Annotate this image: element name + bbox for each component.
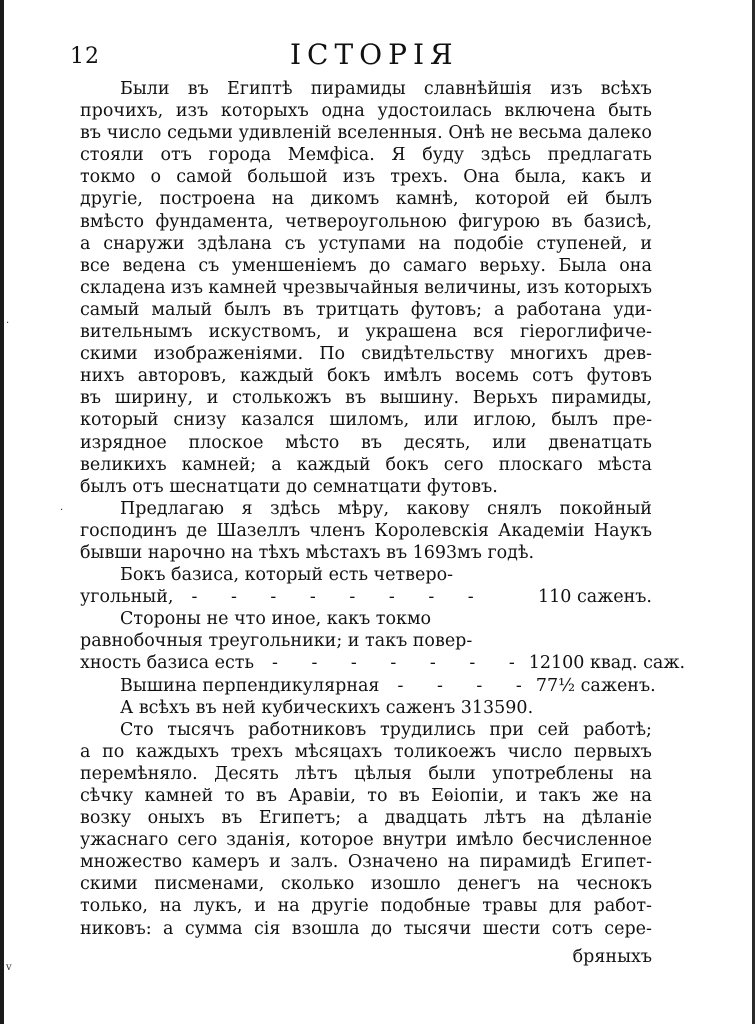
text-line: скими изображеніями. По свидѣтельству многихъ древ- (80, 344, 652, 365)
height-value: 77½ саженъ. (535, 675, 656, 696)
text-line: перемѣняло. Десять лѣтъ цѣлыя были употреблены на (80, 763, 652, 784)
text-line: въ ширину, и столькожъ въ вышину. Верьхъ пирамиды, (80, 388, 652, 409)
surface-label: хность базиса есть (80, 653, 254, 674)
text-line: Сто тысячъ работниковъ трудились при сей работѣ; (120, 719, 652, 740)
text-line: въ число седьми удивленій вселенныя. Онѣ не весьма далеко (80, 123, 652, 144)
margin-speck: · (6, 318, 10, 329)
text-line: вмѣсто фундамента, четвероугольною фигурою въ базисѣ, (80, 211, 652, 232)
text-line: бывши нарочно на тѣхъ мѣстахъ въ 1693мъ годѣ. (80, 542, 535, 563)
text-line: никовъ: а сумма сія взошла до тысячи шести сотъ сере- (80, 918, 652, 939)
text-line: который снизу казался шиломъ, или иглою, былъ пре- (80, 410, 652, 431)
text-line: другіе, построена на дикомъ камнѣ, которой ей былъ (80, 189, 652, 210)
leader-dots: - - - - - - - - (191, 587, 488, 608)
sides-line-2: равнобочныя треугольники; и такъ повер- (80, 631, 473, 652)
scan-edge-left (0, 0, 4, 1024)
text-line: самый малый былъ въ тритцать футовъ; а работана уди- (80, 299, 652, 320)
margin-speck: v (6, 962, 12, 973)
measures-table (80, 564, 686, 719)
leader-dots: - - - - (397, 675, 536, 696)
page-number: 12 (70, 44, 100, 69)
text-line: вительнымъ искуствомъ, и украшена вся гіероглифиче- (80, 322, 652, 343)
text-line: множество камеръ и залъ. Означено на пирамидѣ Египет- (80, 852, 652, 873)
base-intro-line: Бокъ базиса, который есть четверо- (120, 565, 454, 586)
paragraph-2 (80, 498, 652, 564)
text-line: только, на лукъ, и на другіе подобные травы для работ- (80, 896, 652, 917)
paragraph-3 (80, 719, 652, 940)
text-line: былъ отъ шеснатцати до семнатцати футовъ. (80, 476, 498, 497)
text-line: сѣчку камней то въ Аравіи, то въ Еѳіопіи, и такъ же на (80, 786, 652, 806)
volume-line: А всѣхъ въ ней кубическихъ саженъ 313590. (120, 697, 534, 718)
page-header (60, 38, 660, 72)
text-line: нихъ авторовъ, каждый бокъ имѣлъ восемь сотъ футовъ (80, 366, 652, 387)
running-title: ІСТОРІЯ (290, 38, 459, 71)
text-line: господинъ де Шазеллъ членъ Королевскія Академіи Наукъ (80, 520, 652, 541)
margin-speck: · (60, 505, 64, 516)
base-label: угольный, (80, 587, 174, 608)
text-line: ужаснаго сего зданія, которое внутри имѣло бесчисленное (80, 830, 652, 851)
text-line: все ведена съ уменшеніемъ до самаго верьху. Была она (80, 255, 652, 276)
text-line: стояли отъ города Мемфіса. Я буду здѣсь предлагать (80, 145, 652, 166)
text-line: а по каждыхъ трехъ мѣсяцахъ толикоежъ число первыхъ (80, 741, 652, 762)
text-line: великихъ камней; а каждый бокъ сего плоскаго мѣста (80, 454, 652, 475)
text-line: а снаружи здѣлана съ уступами на подобіе ступеней, и (80, 233, 652, 254)
base-value: 110 саженъ. (537, 587, 652, 608)
height-row (80, 675, 656, 697)
surface-value: 12100 квад. саж. (528, 653, 686, 674)
text-line: токмо о самой большой изъ трехъ. Она была, какъ и (80, 167, 652, 188)
text-line: изрядное плоское мѣсто въ десять, или двенатцать (80, 432, 652, 453)
text-line: возку оныхъ въ Египетъ; а двадцать лѣтъ на дѣланіе (80, 808, 652, 829)
base-row (80, 586, 652, 608)
catchword: бряныхъ (572, 946, 652, 967)
body-text (80, 78, 686, 968)
leader-dots: - - - - - - - (271, 653, 529, 674)
height-label: Вышина перпендикулярная (120, 675, 380, 696)
text-line: скими писменами, сколько изошло денегъ на чеснокъ (80, 874, 652, 895)
text-line: Предлагаю я здѣсь мѣру, какову снялъ покойный (120, 498, 652, 519)
text-line: складена изъ камней чрезвычайныя величины, изъ которыхъ (80, 277, 652, 298)
text-line: Были въ Египтѣ пирамиды славнѣйшія изъ всѣхъ (120, 79, 652, 99)
sides-line-1: Стороны не что иное, какъ токмо (120, 609, 432, 630)
text-line: прочихъ, изъ которыхъ одна удостоилась включена быть (80, 101, 652, 122)
surface-row (80, 652, 686, 674)
paragraph-1 (80, 78, 652, 498)
